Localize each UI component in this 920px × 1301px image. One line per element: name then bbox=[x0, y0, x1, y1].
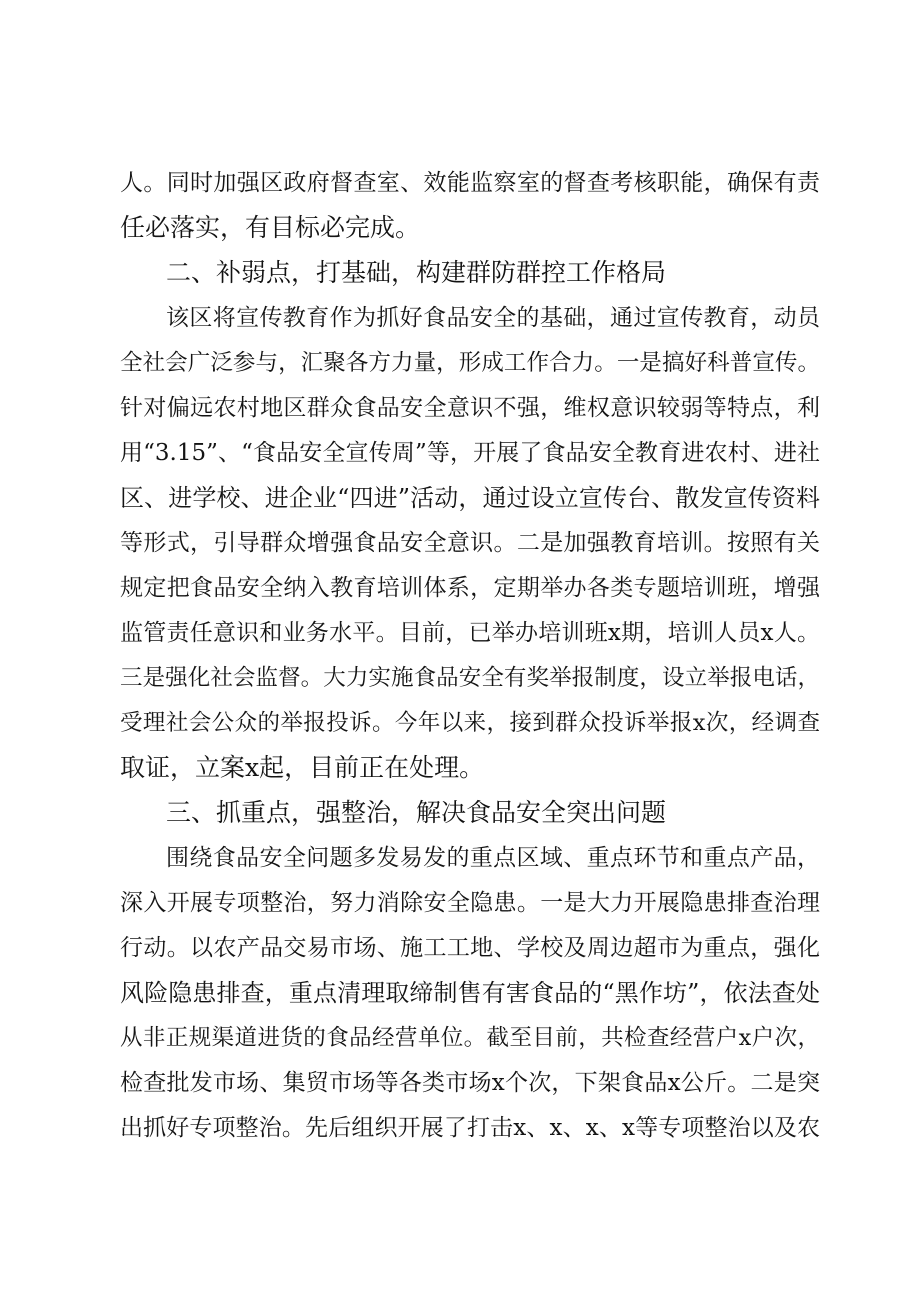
body-text-line: 围绕食品安全问题多发易发的重点区域、重点环节和重点产品， bbox=[166, 845, 820, 871]
body-text-line: 受理社会公众的举报投诉。今年以来，接到群众投诉举报x次，经调查 bbox=[120, 710, 820, 736]
body-text-line: 区、进学校、进企业“四进”活动，通过设立宣传台、散发宣传资料 bbox=[120, 484, 820, 512]
body-text-line: 风险隐患排查，重点清理取缔制售有害食品的“黑作坊”，依法查处 bbox=[120, 979, 820, 1007]
body-text-line: 任必落实，有目标必完成。 bbox=[120, 213, 421, 242]
body-text-line: 等形式，引导群众增强食品安全意识。二是加强教育培训。按照有关 bbox=[120, 530, 820, 556]
body-text-line: 监管责任意识和业务水平。目前，已举办培训班x期，培训人员x人。 bbox=[120, 620, 820, 646]
section-heading: 二、补弱点，打基础，构建群防群控工作格局 bbox=[166, 258, 667, 287]
body-text-line: 针对偏远农村地区群众食品安全意识不强，维权意识较弱等特点，利 bbox=[120, 395, 820, 421]
body-text-line: 检查批发市场、集贸市场等各类市场x个次，下架食品x公斤。二是突 bbox=[120, 1070, 820, 1096]
body-text-line: 出抓好专项整治。先后组织开展了打击x、x、x、x等专项整治以及农 bbox=[120, 1115, 820, 1141]
body-text-line: 取证，立案x起，目前正在处理。 bbox=[120, 753, 485, 782]
body-text-line: 三是强化社会监督。大力实施食品安全有奖举报制度，设立举报电话， bbox=[120, 665, 820, 691]
body-text-line: 规定把食品安全纳入教育培训体系，定期举办各类专题培训班，增强 bbox=[120, 575, 820, 601]
body-text-line: 该区将宣传教育作为抓好食品安全的基础，通过宣传教育，动员 bbox=[166, 305, 820, 331]
body-text-line: 全社会广泛参与，汇聚各方力量，形成工作合力。一是搞好科普宣传。 bbox=[120, 350, 820, 376]
body-text-line: 深入开展专项整治，努力消除安全隐患。一是大力开展隐患排查治理 bbox=[120, 890, 820, 916]
body-text-line: 人。同时加强区政府督查室、效能监察室的督查考核职能，确保有责 bbox=[120, 170, 820, 196]
body-text-line: 行动。以农产品交易市场、施工工地、学校及周边超市为重点，强化 bbox=[120, 935, 820, 961]
section-heading: 三、抓重点，强整治，解决食品安全突出问题 bbox=[166, 798, 667, 827]
body-text-line: 从非正规渠道进货的食品经营单位。截至目前，共检查经营户x户次， bbox=[120, 1025, 820, 1051]
body-text-line: 用“3.15”、“食品安全宣传周”等，开展了食品安全教育进农村、进社 bbox=[120, 440, 820, 466]
